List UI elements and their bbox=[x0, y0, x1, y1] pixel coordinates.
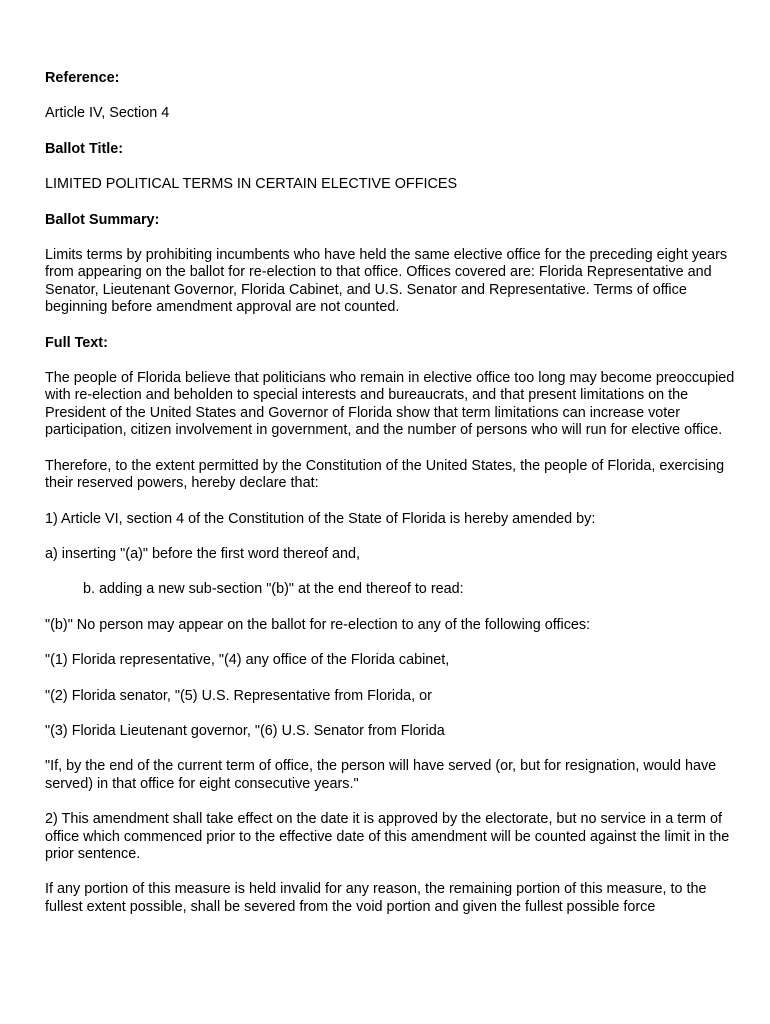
full-text-paragraph: "(1) Florida representative, "(4) any office of the Florida cabinet, bbox=[45, 652, 450, 669]
full-text-paragraph: "(2) Florida senator, "(5) U.S. Representative from Florida, or bbox=[45, 687, 432, 704]
ballot-summary-heading: Ballot Summary: bbox=[45, 211, 160, 228]
full-text-heading: Full Text: bbox=[45, 334, 108, 351]
full-text-paragraph: Therefore, to the extent permitted by the Constitution of the United States, the people of Florida, exercising their reserved powers, hereby declare that: bbox=[45, 457, 725, 492]
reference-heading: Reference: bbox=[45, 70, 120, 86]
full-text-paragraph: 2) This amendment shall take effect on the date it is approved by the electorate, but no service in a term of office which commenced prior to the effective date of this amendment will be counted against the limit in the prior sentence. bbox=[45, 811, 730, 862]
full-text-paragraph: a) inserting "(a)" before the first word thereof and, bbox=[45, 545, 360, 562]
ballot-title-text: LIMITED POLITICAL TERMS IN CERTAIN ELECTIVE OFFICES bbox=[45, 176, 458, 193]
full-text-paragraph: "If, by the end of the current term of office, the person will have served (or, but for resignation, would have served) in that office for eight consecutive years." bbox=[45, 758, 717, 792]
full-text-paragraph: If any portion of this measure is held invalid for any reason, the remaining portion of this measure, to the fullest extent possible, shall be severed from the void portion and given the fullest possible force bbox=[45, 881, 707, 915]
ballot-summary-text: Limits terms by prohibiting incumbents who have held the same elective office for the preceding eight years from appearing on the ballot for re-election to that office. Offices covered are: Florida Representative and Senator, Lieutenant Governor, Florida Cabinet, and U.S. Senator and Representative. Terms of office beginning before amendment approval are not counted. bbox=[45, 247, 728, 316]
full-text-paragraph-indented: b. adding a new sub-section "(b)" at the end thereof to read: bbox=[83, 581, 464, 598]
full-text-paragraph: "(3) Florida Lieutenant governor, "(6) U.S. Senator from Florida bbox=[45, 722, 445, 739]
ballot-title-heading: Ballot Title: bbox=[45, 140, 124, 157]
reference-text: Article IV, Section 4 bbox=[45, 105, 170, 122]
full-text-paragraph: 1) Article VI, section 4 of the Constitution of the State of Florida is hereby amended by: bbox=[45, 510, 596, 527]
full-text-paragraph: The people of Florida believe that politicians who remain in elective office too long may become preoccupied with re-election and beholden to special interests and bureaucrats, and that present limitations on the President of the United States and Governor of Florida show that term limitations can increase voter participation, citizen involvement in government, and the number of persons who will run for elective office. bbox=[45, 370, 735, 439]
document-page bbox=[45, 70, 735, 934]
full-text-paragraph: "(b)" No person may appear on the ballot for re-election to any of the following offices: bbox=[45, 616, 591, 633]
